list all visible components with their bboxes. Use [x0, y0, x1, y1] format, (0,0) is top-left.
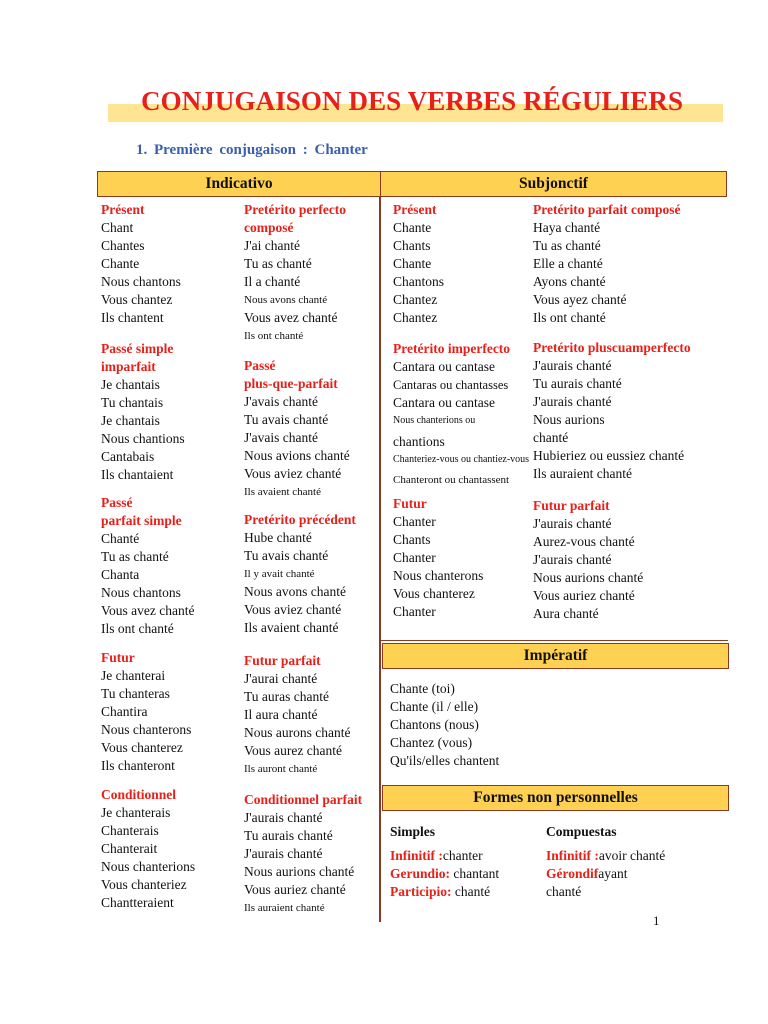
conj-line: Aura chanté	[533, 606, 599, 621]
indicativo-futur	[101, 649, 191, 775]
futur-parfait-label: Futur parfait	[244, 653, 321, 668]
subjonctif-present	[393, 201, 444, 327]
conj-line: Vous chantez	[101, 292, 173, 307]
conj-line: J'aurais chanté	[533, 358, 612, 373]
conditionnel-label: Conditionnel	[101, 787, 177, 802]
indicativo-passe-simple	[101, 340, 185, 484]
subj-imperfecto-label: Pretérito imperfecto	[393, 341, 511, 356]
conj-line: Tu avais chanté	[244, 548, 329, 563]
parfait-simple-label2: parfait simple	[101, 513, 182, 528]
conj-line: chantions	[393, 434, 445, 449]
conj-line: Tu auras chanté	[244, 689, 329, 704]
conj-line: Nous aurions chanté	[244, 864, 355, 879]
passe-simple-label: Passé simple	[101, 341, 174, 356]
plus-que-parfait-label2: plus-que-parfait	[244, 376, 338, 391]
conj-line: Vous aviez chanté	[244, 466, 342, 481]
participio-simple: chanté	[451, 884, 491, 899]
indicativo-present	[101, 201, 181, 327]
gerondif-compuesta-line	[546, 865, 665, 883]
conj-line: Chantez	[393, 310, 438, 325]
conj-line: Vous chanteriez	[101, 877, 187, 892]
indicativo-plus-que-parfait	[244, 357, 350, 501]
conj-line: Ils avaient chanté	[244, 620, 339, 635]
indicativo-parfait-simple	[101, 494, 194, 638]
infinitif-compuesta: avoir chanté	[598, 848, 666, 863]
indicativo-conditionnel	[101, 786, 195, 912]
gerondif-compuesta: ayant	[598, 866, 628, 881]
gerondif-compuesta2: chanté	[546, 884, 582, 899]
section-subtitle: 1. Première conjugaison : Chanter	[136, 142, 368, 158]
infinitif-simple: chanter	[442, 848, 483, 863]
conj-line: Tu aurais chanté	[533, 376, 622, 391]
conj-line: J'avais chanté	[244, 430, 319, 445]
conj-line: Chante	[393, 256, 432, 271]
conj-line: Nous chantions	[101, 431, 185, 446]
conj-line: Je chantais	[101, 413, 160, 428]
gerondif-c-label: Gérondif	[546, 866, 599, 881]
imperatif-line: Chantons (nous)	[390, 717, 479, 732]
conj-line: Tu as chanté	[101, 549, 169, 564]
conj-line: Vous auriez chanté	[533, 588, 635, 603]
conj-line: Haya chanté	[533, 220, 601, 235]
gerundio-simple-line	[390, 865, 499, 883]
conj-line: J'aurais chanté	[533, 552, 612, 567]
conj-line: Vous chanterez	[393, 586, 475, 601]
participio-simple-line	[390, 883, 499, 901]
conj-line: Nous aurons chanté	[244, 725, 351, 740]
subj-parfait-compose-label: Pretérito parfait composé	[533, 202, 681, 217]
conj-line: Tu aurais chanté	[244, 828, 333, 843]
conj-line: Chantons	[393, 274, 445, 289]
conj-line: Ils chanteront	[101, 758, 175, 773]
conj-line: Nous chantons	[101, 585, 181, 600]
conj-line: Chanté	[101, 531, 140, 546]
conj-line: Nous chantons	[101, 274, 181, 289]
conj-line: Chantira	[101, 704, 148, 719]
conj-line: Cantara ou cantase	[393, 395, 495, 410]
indicativo-header: Indicativo	[97, 171, 381, 197]
conj-line: J'aurais chanté	[533, 394, 612, 409]
formes-header: Formes non personnelles	[382, 785, 729, 811]
passe-simple-label2: imparfait	[101, 359, 156, 374]
indicativo-preterito-perfecto	[244, 201, 346, 345]
subjonctif-imperfecto	[393, 340, 529, 489]
imperatif-line: Chante (toi)	[390, 681, 455, 696]
conj-line: Tu avais chanté	[244, 412, 329, 427]
subj-pluscuamperfecto-label: Pretérito pluscuamperfecto	[533, 340, 691, 355]
conj-line: Chantteraient	[101, 895, 174, 910]
conj-line: Tu as chanté	[533, 238, 601, 253]
conj-line: Nous aurions	[533, 412, 605, 427]
conditionnel-parfait-label: Conditionnel parfait	[244, 792, 363, 807]
conj-line: Chante	[101, 256, 140, 271]
plus-que-parfait-label: Passé	[244, 358, 276, 373]
conj-line: Nous avons chanté	[244, 294, 328, 306]
subjonctif-header: Subjonctif	[380, 171, 727, 197]
conj-line: Chant	[101, 220, 134, 235]
imperatif-list	[390, 680, 499, 770]
conj-line: Vous aurez chanté	[244, 743, 342, 758]
conj-line: J'aurais chanté	[244, 846, 323, 861]
conj-line: Je chanterais	[101, 805, 171, 820]
conj-line: Ils ont chanté	[101, 621, 174, 636]
conj-line: Chanterais	[101, 823, 159, 838]
imperatif-line: Qu'ils/elles chantent	[390, 753, 500, 768]
column-divider	[379, 196, 381, 922]
conj-line: Chanter	[393, 514, 436, 529]
indicativo-present-label: Présent	[101, 202, 145, 217]
compuestas-label: Compuestas	[546, 824, 617, 839]
conj-line: Je chantais	[101, 377, 160, 392]
subjonctif-bottom-border	[380, 640, 728, 641]
conj-line: Tu chantais	[101, 395, 164, 410]
conj-line: J'ai chanté	[244, 238, 301, 253]
conj-line: chanté	[533, 430, 569, 445]
conj-line: Vous avez chanté	[244, 310, 338, 325]
infinitif-label: Infinitif :	[390, 848, 443, 863]
conj-line: Chantez	[393, 292, 438, 307]
conj-line: Ils chantent	[101, 310, 164, 325]
conj-line: Chanta	[101, 567, 140, 582]
subjonctif-futur-parfait	[533, 497, 643, 623]
parfait-simple-label: Passé	[101, 495, 133, 510]
conj-line: Chants	[393, 532, 431, 547]
conj-line: Ayons chanté	[533, 274, 606, 289]
preterito-perfecto-label2: composé	[244, 220, 294, 235]
conj-line: Vous ayez chanté	[533, 292, 627, 307]
simples-label: Simples	[390, 824, 436, 839]
conj-line: Ils auront chanté	[244, 763, 318, 775]
conj-line: Chante	[393, 220, 432, 235]
gerundio-label: Gerundio:	[390, 866, 451, 881]
conj-line: Elle a chanté	[533, 256, 603, 271]
conj-line: Chanteront ou chantassent	[393, 474, 510, 486]
conj-line: Nous chanterions	[101, 859, 196, 874]
conj-line: Vous aviez chanté	[244, 602, 342, 617]
infinitif-c-label: Infinitif :	[546, 848, 599, 863]
conj-line: Nous aurions chanté	[533, 570, 644, 585]
conj-line: Ils ont chanté	[533, 310, 606, 325]
subjonctif-futur	[393, 495, 483, 621]
conj-line: Ils auraient chanté	[533, 466, 632, 481]
conj-line: Hubieriez ou eussiez chanté	[533, 448, 685, 463]
formes-compuestas	[546, 823, 665, 901]
conj-line: Ils chantaient	[101, 467, 174, 482]
conj-line: J'aurais chanté	[533, 516, 612, 531]
subj-futur-label: Futur	[393, 496, 427, 511]
subjonctif-parfait-compose	[533, 201, 680, 327]
conj-line: Vous chanterez	[101, 740, 183, 755]
conj-line: Vous auriez chanté	[244, 882, 346, 897]
conj-line: Nous chanterons	[101, 722, 192, 737]
page-title: CONJUGAISON DES VERBES RÉGULIERS	[141, 86, 684, 116]
conj-line: Chanter	[393, 550, 436, 565]
conj-line: Il aura chanté	[244, 707, 318, 722]
conj-line: Cantara ou cantase	[393, 359, 495, 374]
conj-line: J'aurais chanté	[244, 810, 323, 825]
subj-futur-parfait-label: Futur parfait	[533, 498, 610, 513]
conj-line: Nous avions chanté	[244, 448, 350, 463]
imperatif-header: Impératif	[382, 643, 729, 669]
futur-label: Futur	[101, 650, 135, 665]
conj-line: Cantabais	[101, 449, 155, 464]
conj-line: Chanterait	[101, 841, 158, 856]
participio-label: Participio:	[390, 884, 452, 899]
indicativo-preterito-precedent	[244, 511, 356, 637]
conj-line: J'aurai chanté	[244, 671, 318, 686]
indicativo-futur-parfait	[244, 652, 350, 778]
conj-line: Chants	[393, 238, 431, 253]
conj-line: Chanteriez-vous ou chantiez-vous	[393, 454, 530, 465]
preterito-perfecto-label: Pretérito perfecto	[244, 202, 347, 217]
conj-line: Chantes	[101, 238, 145, 253]
conj-line: Chanter	[393, 604, 436, 619]
conj-line: Tu chanteras	[101, 686, 170, 701]
conj-line: Il y avait chanté	[244, 568, 315, 580]
conj-line: Il a chanté	[244, 274, 301, 289]
infinitif-simple-line	[390, 847, 499, 865]
conj-line: Vous avez chanté	[101, 603, 195, 618]
infinitif-compuesta-line	[546, 847, 665, 865]
conj-line: Nous chanterons	[393, 568, 484, 583]
preterito-precedent-label: Pretérito précédent	[244, 512, 356, 527]
conj-line: Je chanterai	[101, 668, 166, 683]
formes-simples	[390, 823, 499, 901]
conj-line: Ils ont chanté	[244, 330, 304, 342]
conj-line: Ils avaient chanté	[244, 486, 321, 498]
conj-line: Aurez-vous chanté	[533, 534, 635, 549]
conj-line: Tu as chanté	[244, 256, 312, 271]
subjonctif-pluscuamperfecto	[533, 339, 691, 483]
page-number: 1	[653, 913, 660, 928]
conj-line: Nous avons chanté	[244, 584, 346, 599]
subj-present-label: Présent	[393, 202, 437, 217]
gerundio-simple: chantant	[450, 866, 500, 881]
imperatif-line: Chante (il / elle)	[390, 699, 479, 714]
conj-line: Cantaras ou chantasses	[393, 378, 509, 392]
conj-line: Ils auraient chanté	[244, 902, 325, 914]
conj-line: Nous chanterions ou	[393, 415, 476, 426]
conj-line: J'avais chanté	[244, 394, 319, 409]
imperatif-line: Chantez (vous)	[390, 735, 473, 750]
indicativo-conditionnel-parfait	[244, 791, 362, 917]
conj-line: Hube chanté	[244, 530, 312, 545]
